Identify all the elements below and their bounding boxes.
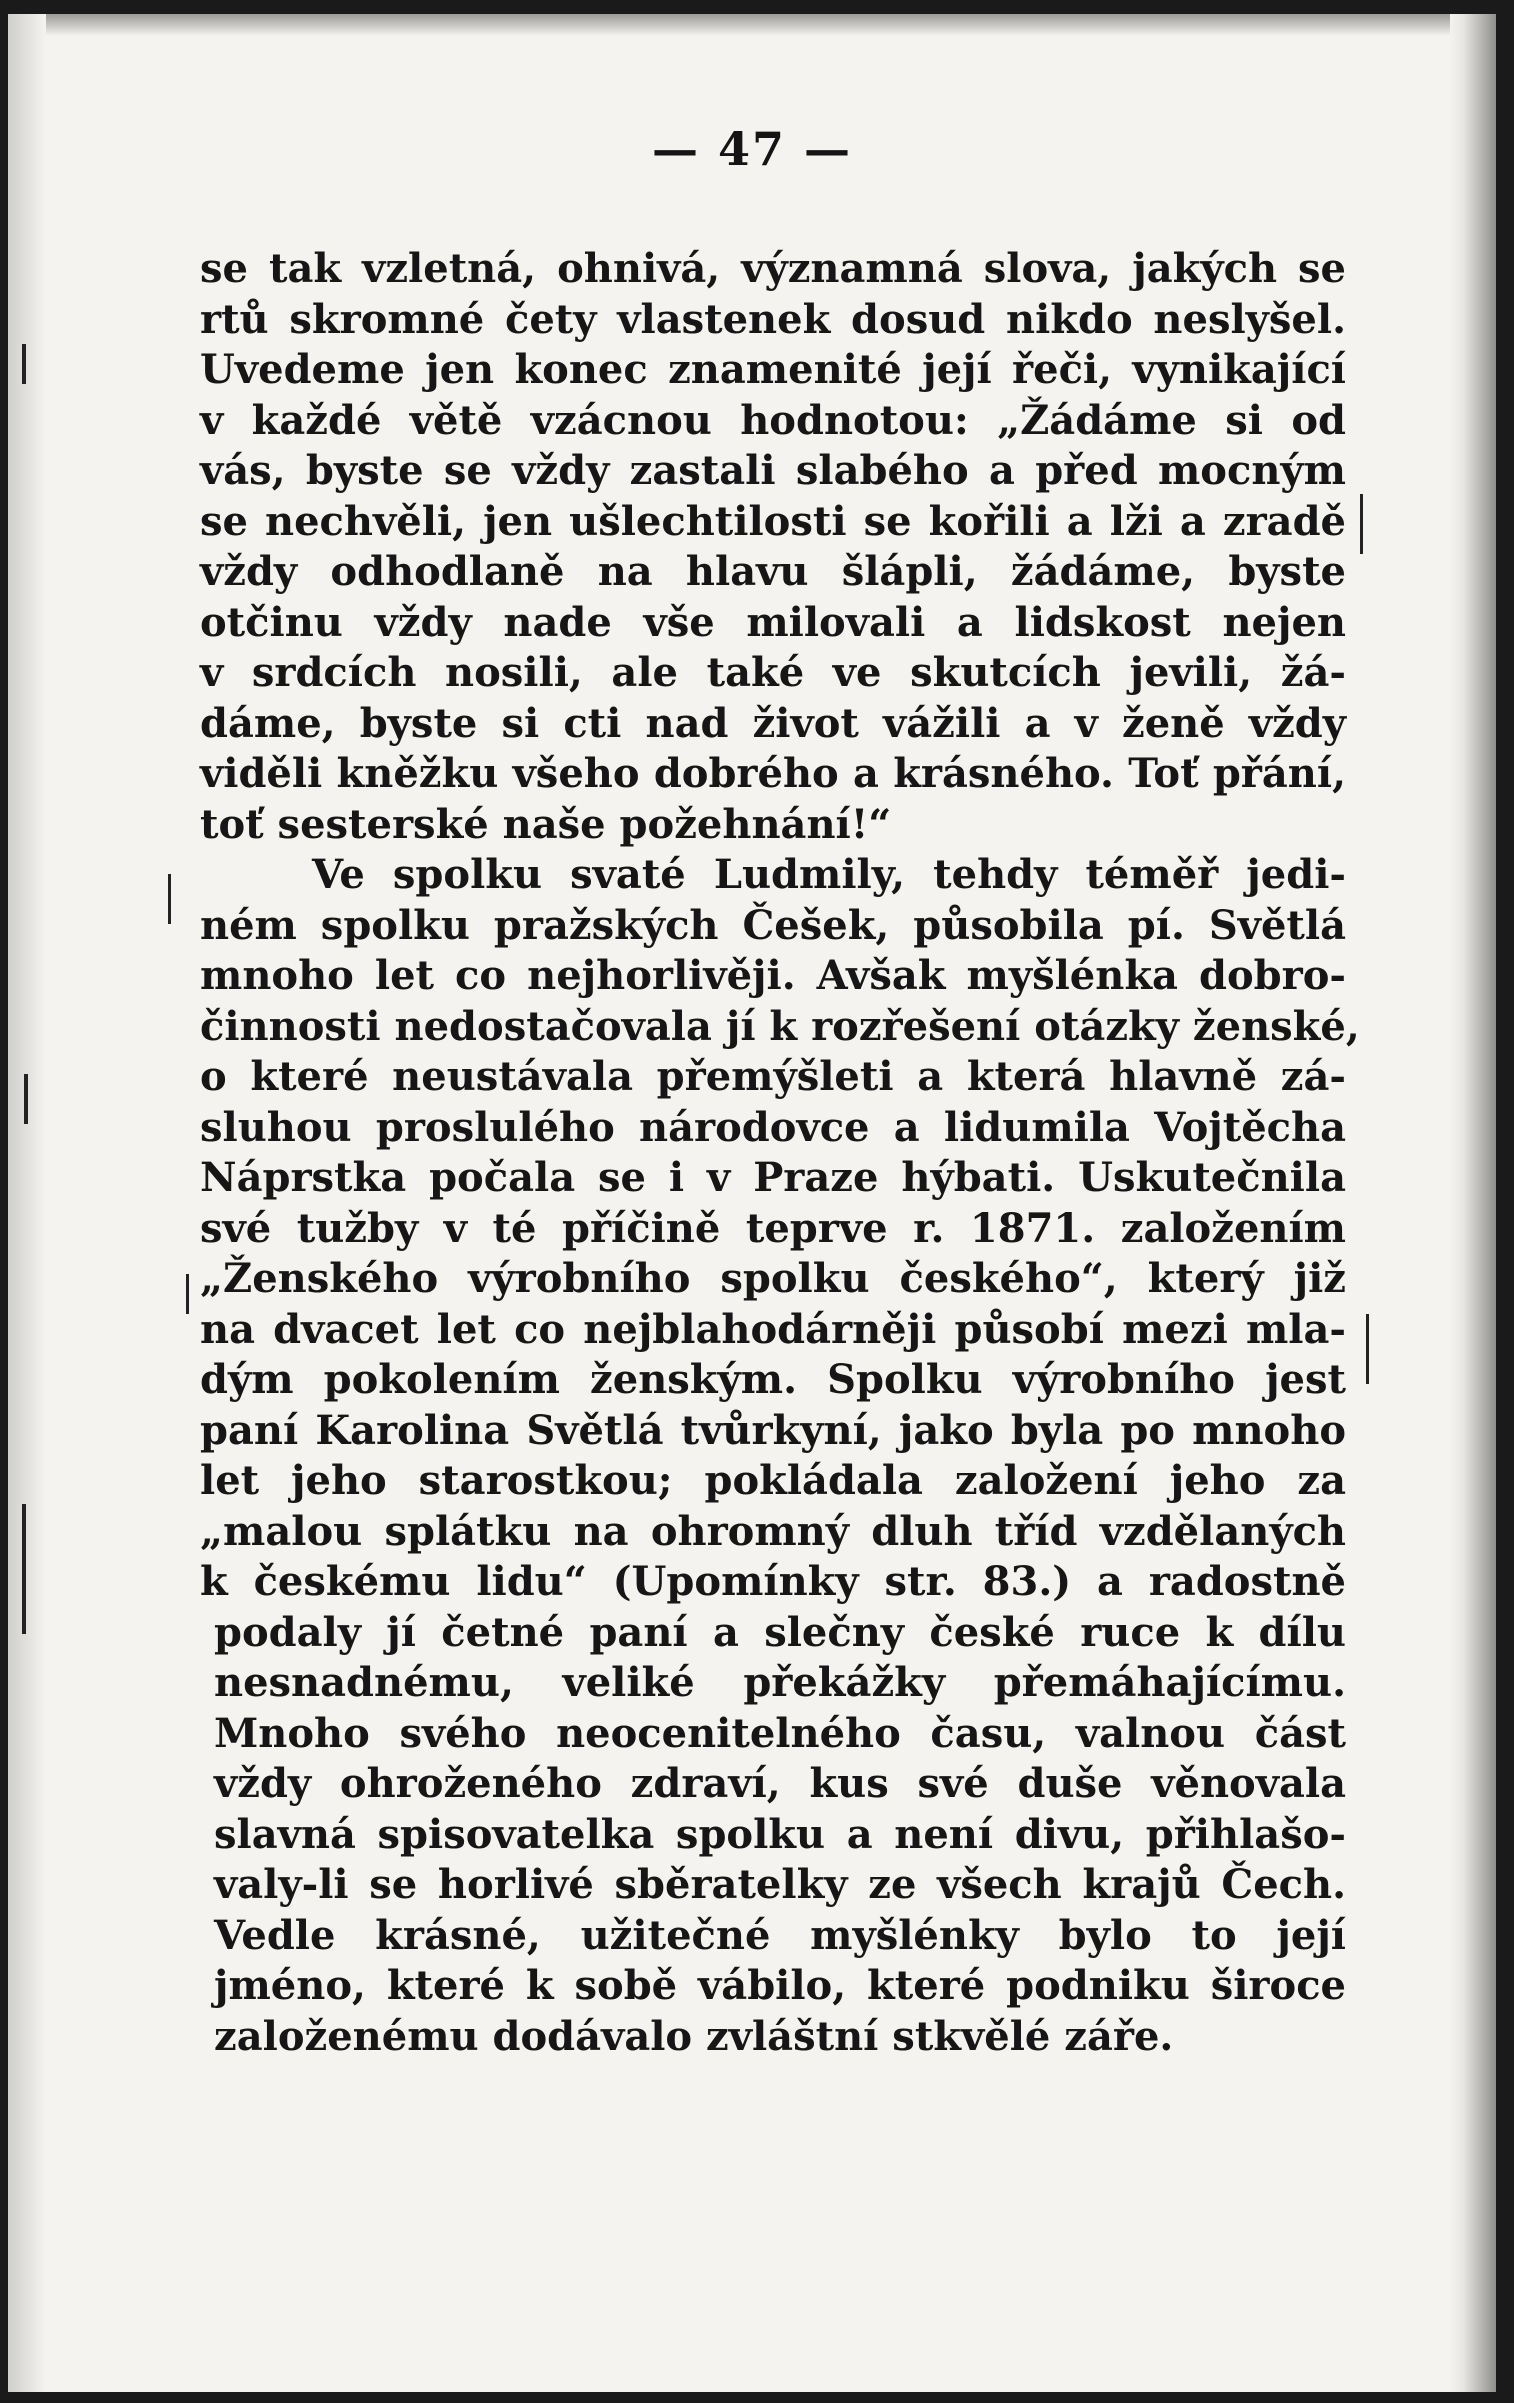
text-line: mnoho let co nejhorlivěji. Avšak myšlénka dobro- (200, 952, 1346, 999)
text-line: o které neustávala přemýšleti a která hlavně zá- (200, 1053, 1346, 1100)
margin-mark (186, 1274, 189, 1314)
text-line: rtů skromné čety vlastenek dosud nikdo neslyšel. (200, 295, 1346, 343)
page-right-edge (1450, 14, 1496, 2392)
text-line: k českému lidu“ (Upomínky str. 83.) a radostně (200, 1558, 1346, 1605)
text-line: vás, byste se vždy zastali slabého a před mocným (200, 447, 1346, 494)
text-line: „malou splátku na ohromný dluh tříd vzdělaných (200, 1507, 1346, 1555)
text-line: v srdcích nosili, ale také ve skutcích jevili, žá- (200, 649, 1346, 696)
margin-mark (24, 1074, 28, 1124)
text-line: paní Karolina Světlá tvůrkyní, jako byla po mnoho (200, 1406, 1346, 1454)
text-line: ném spolku pražských Češek, působila pí. Světlá (200, 901, 1346, 949)
page-left-edge (8, 14, 46, 2392)
text-line: dým pokolením ženským. Spolku výrobního jest (200, 1356, 1346, 1403)
text-line: jméno, které k sobě vábilo, které podniku široce (214, 1962, 1346, 2009)
text-line: otčinu vždy nade vše milovali a lidskost nejen (200, 598, 1346, 646)
text-line: v každé větě vzácnou hodnotou: „Žádáme si od (200, 396, 1346, 444)
text-line: Náprstka počala se i v Praze hýbati. Uskutečnila (200, 1154, 1346, 1201)
book-page (8, 14, 1496, 2392)
margin-mark (1366, 1314, 1369, 1384)
margin-mark (168, 874, 171, 924)
text-line: sluhou proslulého národovce a lidumila Vojtěcha (200, 1103, 1346, 1151)
text-line: vždy ohroženého zdraví, kus své duše věnovala (214, 1760, 1346, 1807)
text-line: viděli kněžku všeho dobrého a krásného. Toť přání, (200, 750, 1346, 797)
text-line: slavná spisovatelka spolku a není divu, přihlašo- (214, 1810, 1346, 1858)
text-line: „Ženského výrobního spolku českého“, který již (200, 1255, 1346, 1302)
text-line: podaly jí četné paní a slečny české ruce k dílu (214, 1608, 1346, 1656)
text-line: se tak vzletná, ohnivá, významná slova, jakých se (200, 245, 1346, 292)
margin-mark (22, 1504, 26, 1634)
margin-mark (22, 344, 26, 384)
text-line: toť sesterské naše požehnání!“ (200, 800, 892, 848)
text-line: se nechvěli, jen ušlechtilosti se kořili a lži a zradě (200, 497, 1346, 545)
margin-mark (1360, 494, 1363, 554)
text-line: činnosti nedostačovala jí k rozřešení otázky ženské, (200, 1002, 1360, 1050)
text-line: na dvacet let co nejblahodárněji působí mezi mla- (200, 1305, 1346, 1353)
text-line: Ve spolku svaté Ludmily, tehdy téměř jedi- (312, 851, 1346, 898)
text-line: Mnoho svého neocenitelného času, valnou část (214, 1709, 1346, 1757)
page-number: — 47 — (651, 122, 853, 176)
text-line: dáme, byste si cti nad život vážili a v ženě vždy (200, 699, 1346, 747)
body-text (200, 244, 1360, 2062)
text-line: vždy odhodlaně na hlavu šlápli, žádáme, byste (200, 548, 1346, 595)
text-line: Vedle krásné, užitečné myšlénky bylo to její (214, 1911, 1346, 1959)
text-line: Uvedeme jen konec znamenité její řeči, vynikající (200, 346, 1346, 393)
page-top-shadow (8, 14, 1496, 36)
text-line: nesnadnému, veliké překážky přemáhajícímu. (214, 1659, 1346, 1706)
text-line: své tužby v té příčině teprve r. 1871. založením (200, 1204, 1346, 1252)
text-line: založenému dodávalo zvláštní stkvělé záře. (214, 2012, 1174, 2060)
text-line: valy-li se horlivé sběratelky ze všech krajů Čech. (214, 1861, 1346, 1908)
text-line: let jeho starostkou; pokládala založení jeho za (200, 1457, 1346, 1504)
